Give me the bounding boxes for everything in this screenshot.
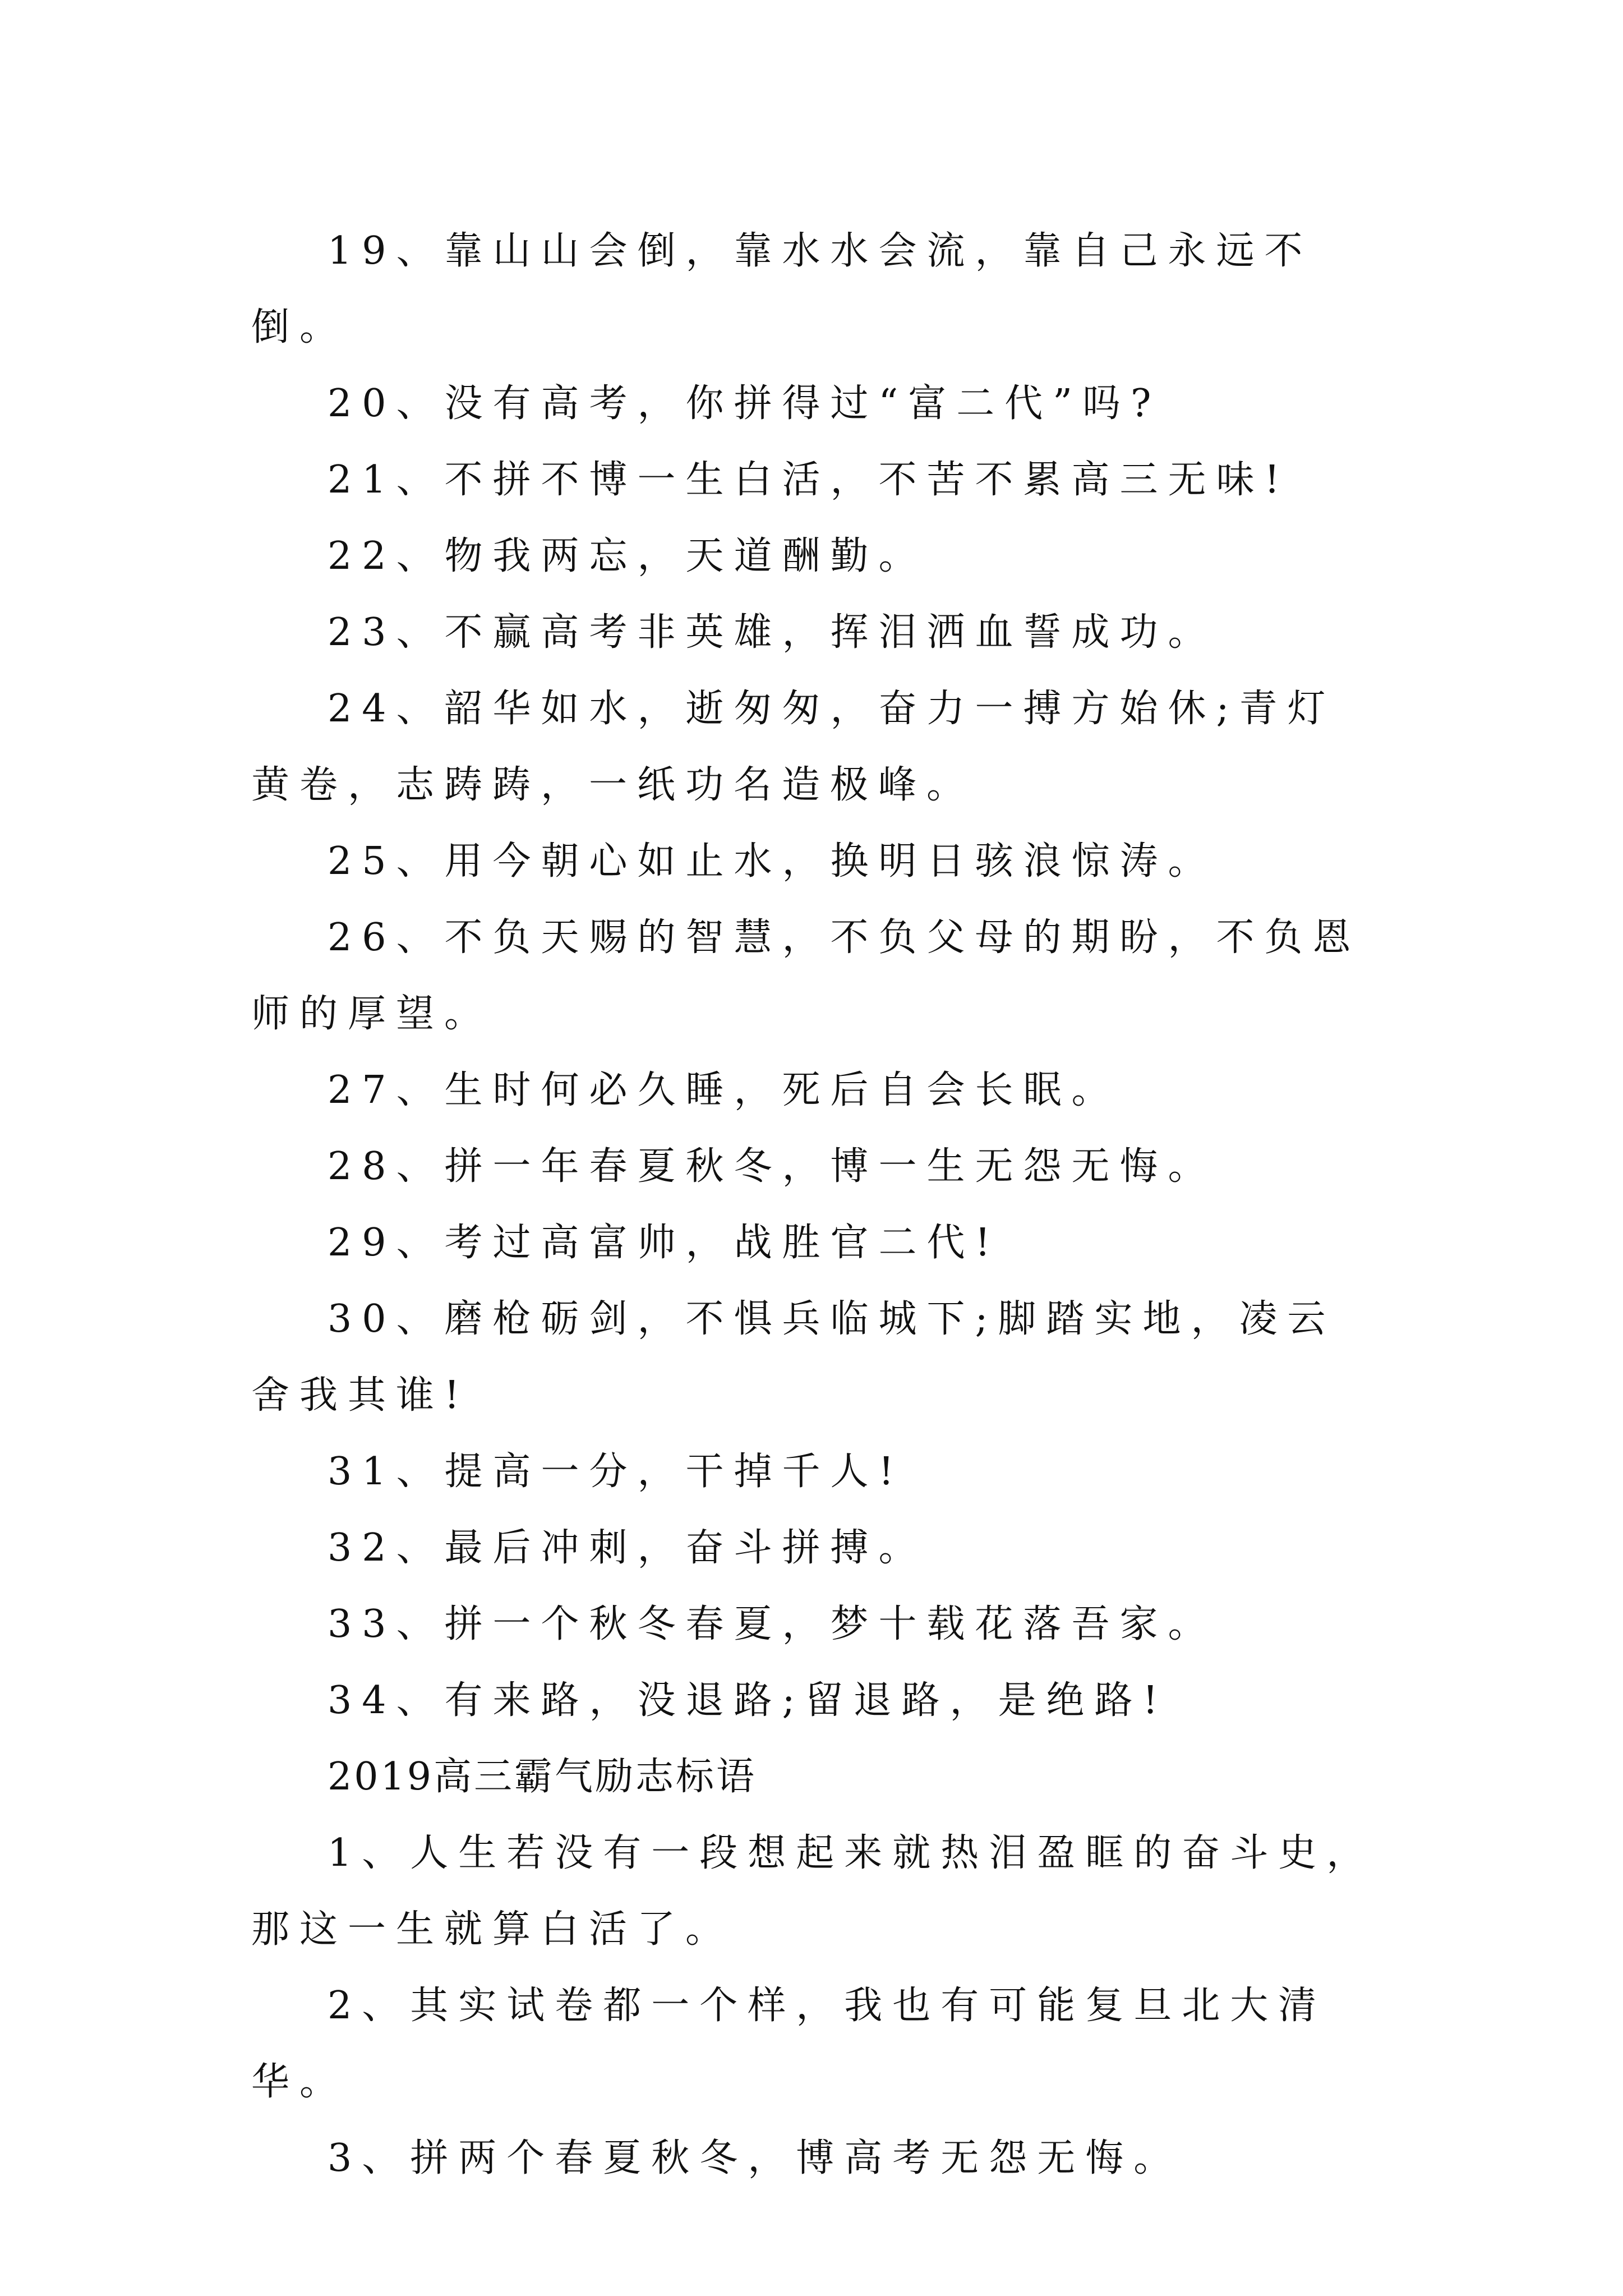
slogan-32: 32、最后冲刺，奋斗拼搏。 <box>328 1526 927 1570</box>
document-body <box>251 213 1381 2197</box>
slogan-29: 29、考过高富帅，战胜官二代! <box>328 1221 1000 1265</box>
slogan-28: 28、拼一年春夏秋冬，博一生无怨无悔。 <box>328 1144 1216 1189</box>
slogan-31: 31、提高一分，干掉千人! <box>328 1450 904 1494</box>
slogan-21: 21、不拼不博一生白活，不苦不累高三无味! <box>328 458 1290 502</box>
section-slogan-1: 1、人生若没有一段想起来就热泪盈眶的奋斗史，那这一生就算白活了。 <box>251 1831 1375 1952</box>
section-heading: 2019高三霸气励志标语 <box>328 1755 757 1799</box>
slogan-19: 19、靠山山会倒，靠水水会流，靠自己永远不倒。 <box>251 229 1313 349</box>
slogan-34: 34、有来路，没退路;留退路，是绝路! <box>328 1678 1168 1723</box>
slogan-25: 25、用今朝心如止水，换明日骇浪惊涛。 <box>328 839 1216 884</box>
slogan-24: 24、韶华如水，逝匆匆，奋力一搏方始休;青灯黄卷，志踌踌，一纸功名造极峰。 <box>251 687 1336 807</box>
slogan-22: 22、物我两忘，天道酬勤。 <box>328 534 927 578</box>
slogan-30: 30、磨枪砺剑，不惧兵临城下;脚踏实地，凌云舍我其谁! <box>251 1297 1336 1418</box>
slogan-23: 23、不赢高考非英雄，挥泪洒血誓成功。 <box>328 610 1216 655</box>
section-slogan-2: 2、其实试卷都一个样，我也有可能复旦北大清华。 <box>251 1984 1327 2104</box>
section-slogan-3: 3、拼两个春夏秋冬，博高考无怨无悔。 <box>328 2136 1182 2180</box>
slogan-26: 26、不负天赐的智慧，不负父母的期盼，不负恩师的厚望。 <box>251 915 1361 1036</box>
slogan-27: 27、生时何必久睡，死后自会长眠。 <box>328 1068 1120 1112</box>
slogan-33: 33、拼一个秋冬春夏，梦十载花落吾家。 <box>328 1602 1216 1646</box>
slogan-20: 20、没有高考，你拼得过“富二代”吗? <box>328 381 1161 426</box>
